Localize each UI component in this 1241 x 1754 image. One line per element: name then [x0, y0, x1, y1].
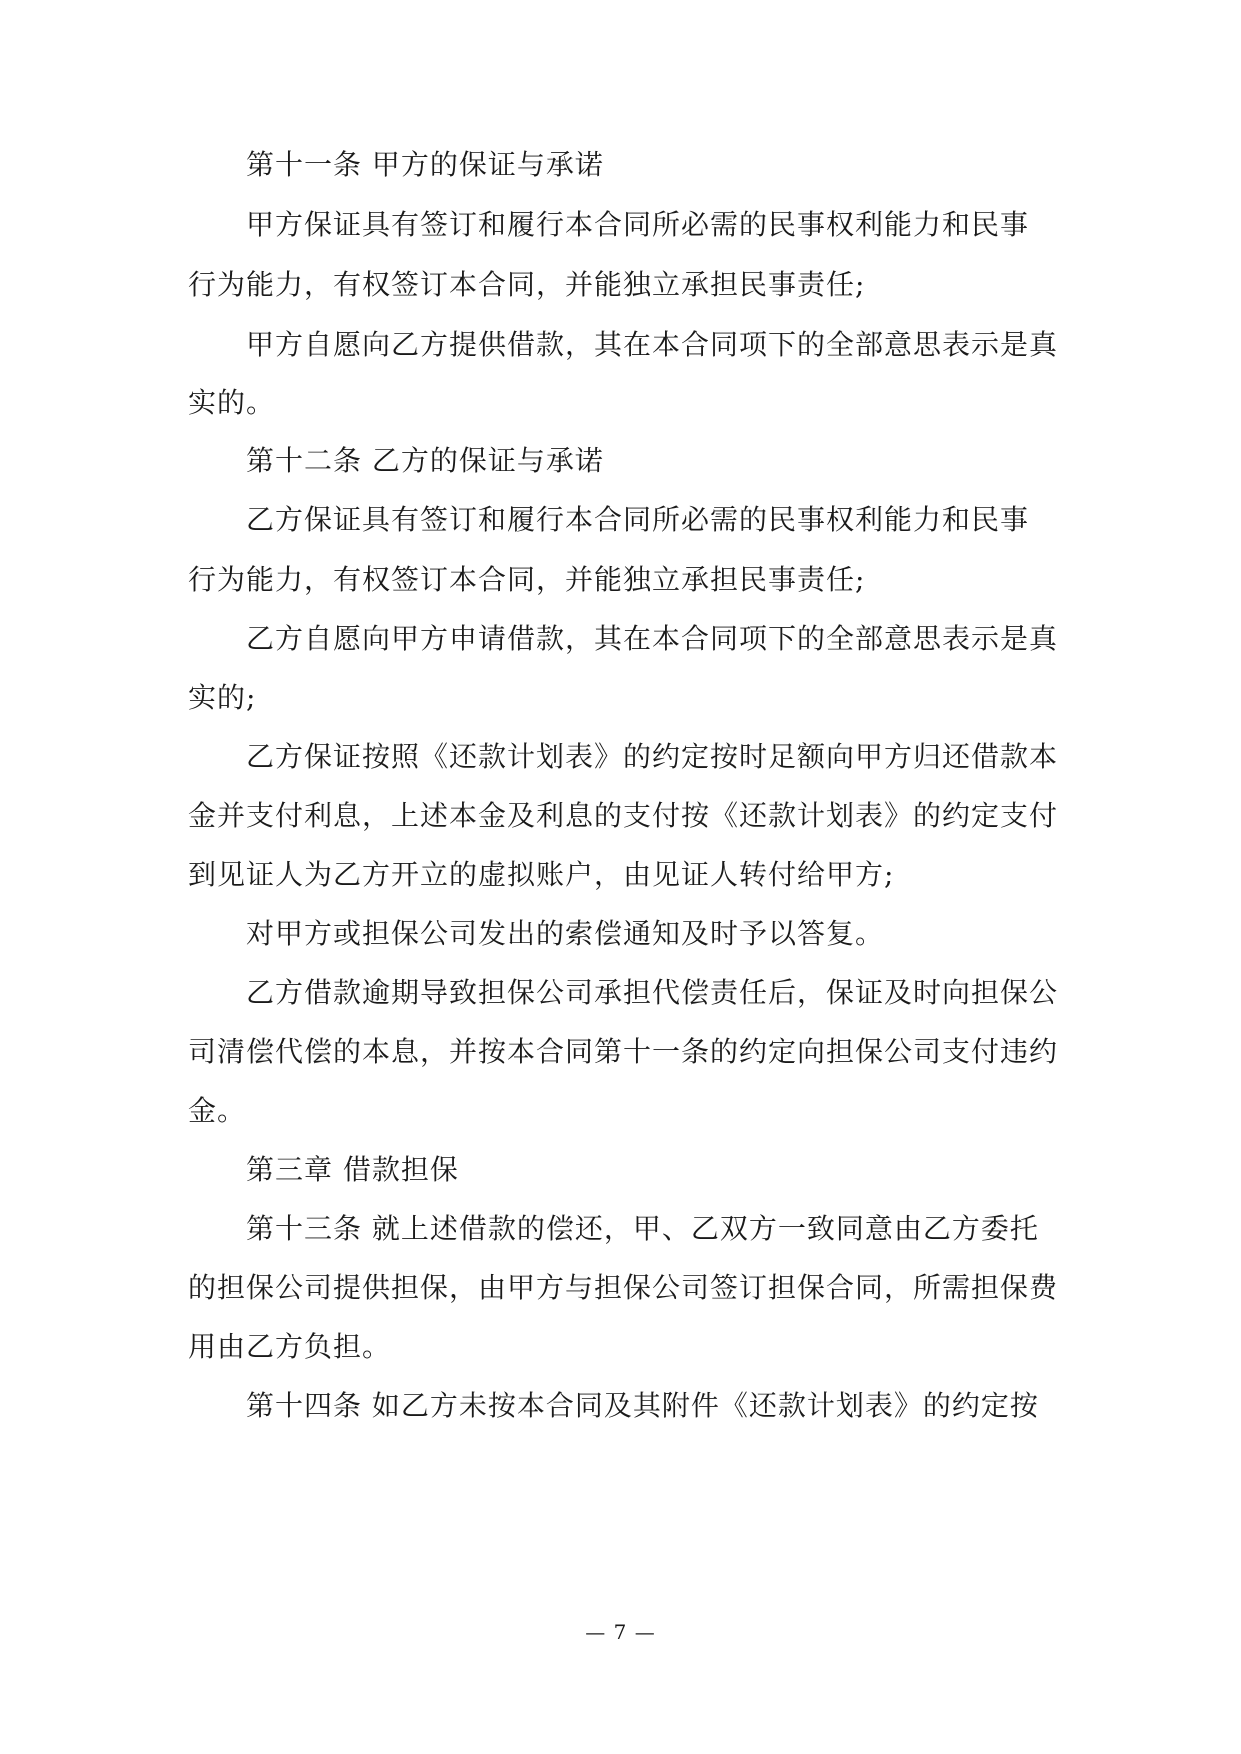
paragraph-line: 乙方自愿向甲方申请借款，其在本合同项下的全部意思表示是真 [246, 622, 1059, 655]
article-14-line: 第十四条 如乙方未按本合同及其附件《还款计划表》的约定按 [246, 1389, 1039, 1422]
paragraph-line: 乙方保证具有签订和履行本合同所必需的民事权利能力和民事 [246, 503, 1030, 536]
article-13-line: 第十三条 就上述借款的偿还，甲、乙双方一致同意由乙方委托 [246, 1212, 1039, 1245]
paragraph-line: 甲方自愿向乙方提供借款，其在本合同项下的全部意思表示是真 [246, 328, 1059, 361]
paragraph-line: 用由乙方负担。 [188, 1330, 392, 1363]
paragraph-line: 到见证人为乙方开立的虚拟账户，由见证人转付给甲方; [188, 858, 895, 891]
article-11-heading: 第十一条 甲方的保证与承诺 [246, 148, 604, 181]
paragraph-line: 实的; [188, 681, 257, 714]
paragraph-line: 行为能力，有权签订本合同，并能独立承担民事责任; [188, 268, 866, 301]
paragraph-line: 金。 [188, 1094, 247, 1127]
paragraph-line: 司清偿代偿的本息，并按本合同第十一条的约定向担保公司支付违约 [188, 1035, 1059, 1068]
page-number: — 7 — [585, 1620, 656, 1644]
paragraph-line: 实的。 [188, 386, 276, 419]
paragraph-line: 的担保公司提供担保，由甲方与担保公司签订担保合同，所需担保费 [188, 1271, 1059, 1304]
paragraph-line: 乙方保证按照《还款计划表》的约定按时足额向甲方归还借款本 [246, 740, 1059, 773]
article-12-heading: 第十二条 乙方的保证与承诺 [246, 444, 604, 477]
paragraph-line: 乙方借款逾期导致担保公司承担代偿责任后，保证及时向担保公 [246, 976, 1059, 1009]
paragraph-line: 甲方保证具有签订和履行本合同所必需的民事权利能力和民事 [246, 208, 1030, 241]
chapter-3-heading: 第三章 借款担保 [246, 1153, 459, 1186]
paragraph-line: 金并支付利息，上述本金及利息的支付按《还款计划表》的约定支付 [188, 799, 1059, 832]
paragraph-line: 对甲方或担保公司发出的索偿通知及时予以答复。 [246, 917, 885, 950]
paragraph-line: 行为能力，有权签订本合同，并能独立承担民事责任; [188, 563, 866, 596]
